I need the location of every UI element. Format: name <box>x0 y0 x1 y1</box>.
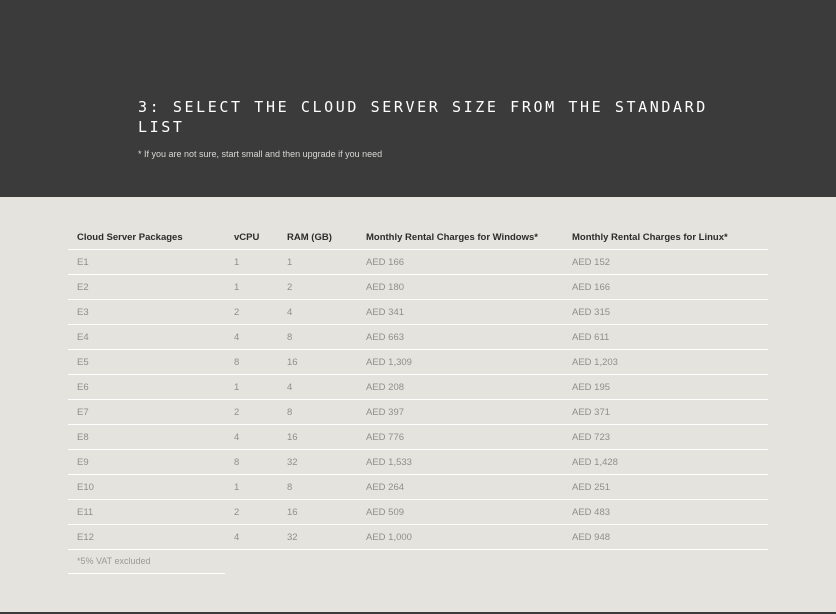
cell-ram: 32 <box>278 450 357 475</box>
cell-linux-price: AED 166 <box>563 275 768 300</box>
cell-vcpu: 1 <box>225 375 278 400</box>
cell-package: E1 <box>68 250 225 275</box>
cell-windows-price: AED 397 <box>357 400 563 425</box>
cell-ram: 16 <box>278 350 357 375</box>
cell-vcpu: 8 <box>225 450 278 475</box>
cell-ram: 16 <box>278 425 357 450</box>
cell-package: E4 <box>68 325 225 350</box>
table-row <box>68 300 768 325</box>
cell-ram: 4 <box>278 375 357 400</box>
section-note: * If you are not sure, start small and then upgrade if you need <box>138 149 383 159</box>
cell-package: E3 <box>68 300 225 325</box>
cell-vcpu: 2 <box>225 300 278 325</box>
cell-package: E8 <box>68 425 225 450</box>
cell-vcpu: 1 <box>225 475 278 500</box>
section-title: 3: SELECT THE CLOUD SERVER SIZE FROM THE STANDARD LIST <box>138 98 708 136</box>
cell-linux-price: AED 723 <box>563 425 768 450</box>
header-windows-price: Monthly Rental Charges for Windows* <box>357 225 563 250</box>
cell-vcpu: 8 <box>225 350 278 375</box>
cell-vcpu: 1 <box>225 275 278 300</box>
header-linux-price: Monthly Rental Charges for Linux* <box>563 225 768 250</box>
cell-package: E6 <box>68 375 225 400</box>
cell-package: E2 <box>68 275 225 300</box>
cell-windows-price: AED 776 <box>357 425 563 450</box>
cell-linux-price: AED 251 <box>563 475 768 500</box>
table-row <box>68 425 768 450</box>
header-ram: RAM (GB) <box>278 225 357 250</box>
cell-vcpu: 4 <box>225 325 278 350</box>
table-row <box>68 400 768 425</box>
cell-ram: 8 <box>278 400 357 425</box>
cell-linux-price: AED 948 <box>563 525 768 550</box>
table-row <box>68 475 768 500</box>
cell-linux-price: AED 611 <box>563 325 768 350</box>
cell-windows-price: AED 663 <box>357 325 563 350</box>
table-header-row <box>68 225 768 250</box>
table-row <box>68 450 768 475</box>
header-packages: Cloud Server Packages <box>68 225 225 250</box>
cell-linux-price: AED 371 <box>563 400 768 425</box>
table-row <box>68 250 768 275</box>
cell-ram: 8 <box>278 475 357 500</box>
cell-windows-price: AED 208 <box>357 375 563 400</box>
hero-banner <box>0 0 836 197</box>
cell-vcpu: 2 <box>225 500 278 525</box>
cell-windows-price: AED 341 <box>357 300 563 325</box>
cell-linux-price: AED 315 <box>563 300 768 325</box>
cell-windows-price: AED 264 <box>357 475 563 500</box>
cell-ram: 16 <box>278 500 357 525</box>
header-vcpu: vCPU <box>225 225 278 250</box>
cell-package: E10 <box>68 475 225 500</box>
cell-linux-price: AED 1,428 <box>563 450 768 475</box>
table-row <box>68 500 768 525</box>
table-row <box>68 350 768 375</box>
cell-ram: 8 <box>278 325 357 350</box>
cell-package: E12 <box>68 525 225 550</box>
cell-vcpu: 2 <box>225 400 278 425</box>
cell-windows-price: AED 1,000 <box>357 525 563 550</box>
table-row <box>68 525 768 550</box>
pricing-table <box>68 225 768 550</box>
cell-windows-price: AED 180 <box>357 275 563 300</box>
cell-ram: 32 <box>278 525 357 550</box>
cell-linux-price: AED 1,203 <box>563 350 768 375</box>
cell-vcpu: 4 <box>225 525 278 550</box>
cell-package: E7 <box>68 400 225 425</box>
cell-linux-price: AED 152 <box>563 250 768 275</box>
cell-windows-price: AED 1,533 <box>357 450 563 475</box>
cell-windows-price: AED 166 <box>357 250 563 275</box>
cell-linux-price: AED 483 <box>563 500 768 525</box>
cell-linux-price: AED 195 <box>563 375 768 400</box>
cell-vcpu: 1 <box>225 250 278 275</box>
cell-package: E5 <box>68 350 225 375</box>
cell-package: E11 <box>68 500 225 525</box>
cell-ram: 2 <box>278 275 357 300</box>
table-row <box>68 375 768 400</box>
cell-vcpu: 4 <box>225 425 278 450</box>
table-row <box>68 325 768 350</box>
table-row <box>68 275 768 300</box>
cell-ram: 4 <box>278 300 357 325</box>
cell-package: E9 <box>68 450 225 475</box>
cell-ram: 1 <box>278 250 357 275</box>
vat-footnote: *5% VAT excluded <box>68 550 225 574</box>
cell-windows-price: AED 509 <box>357 500 563 525</box>
cell-windows-price: AED 1,309 <box>357 350 563 375</box>
